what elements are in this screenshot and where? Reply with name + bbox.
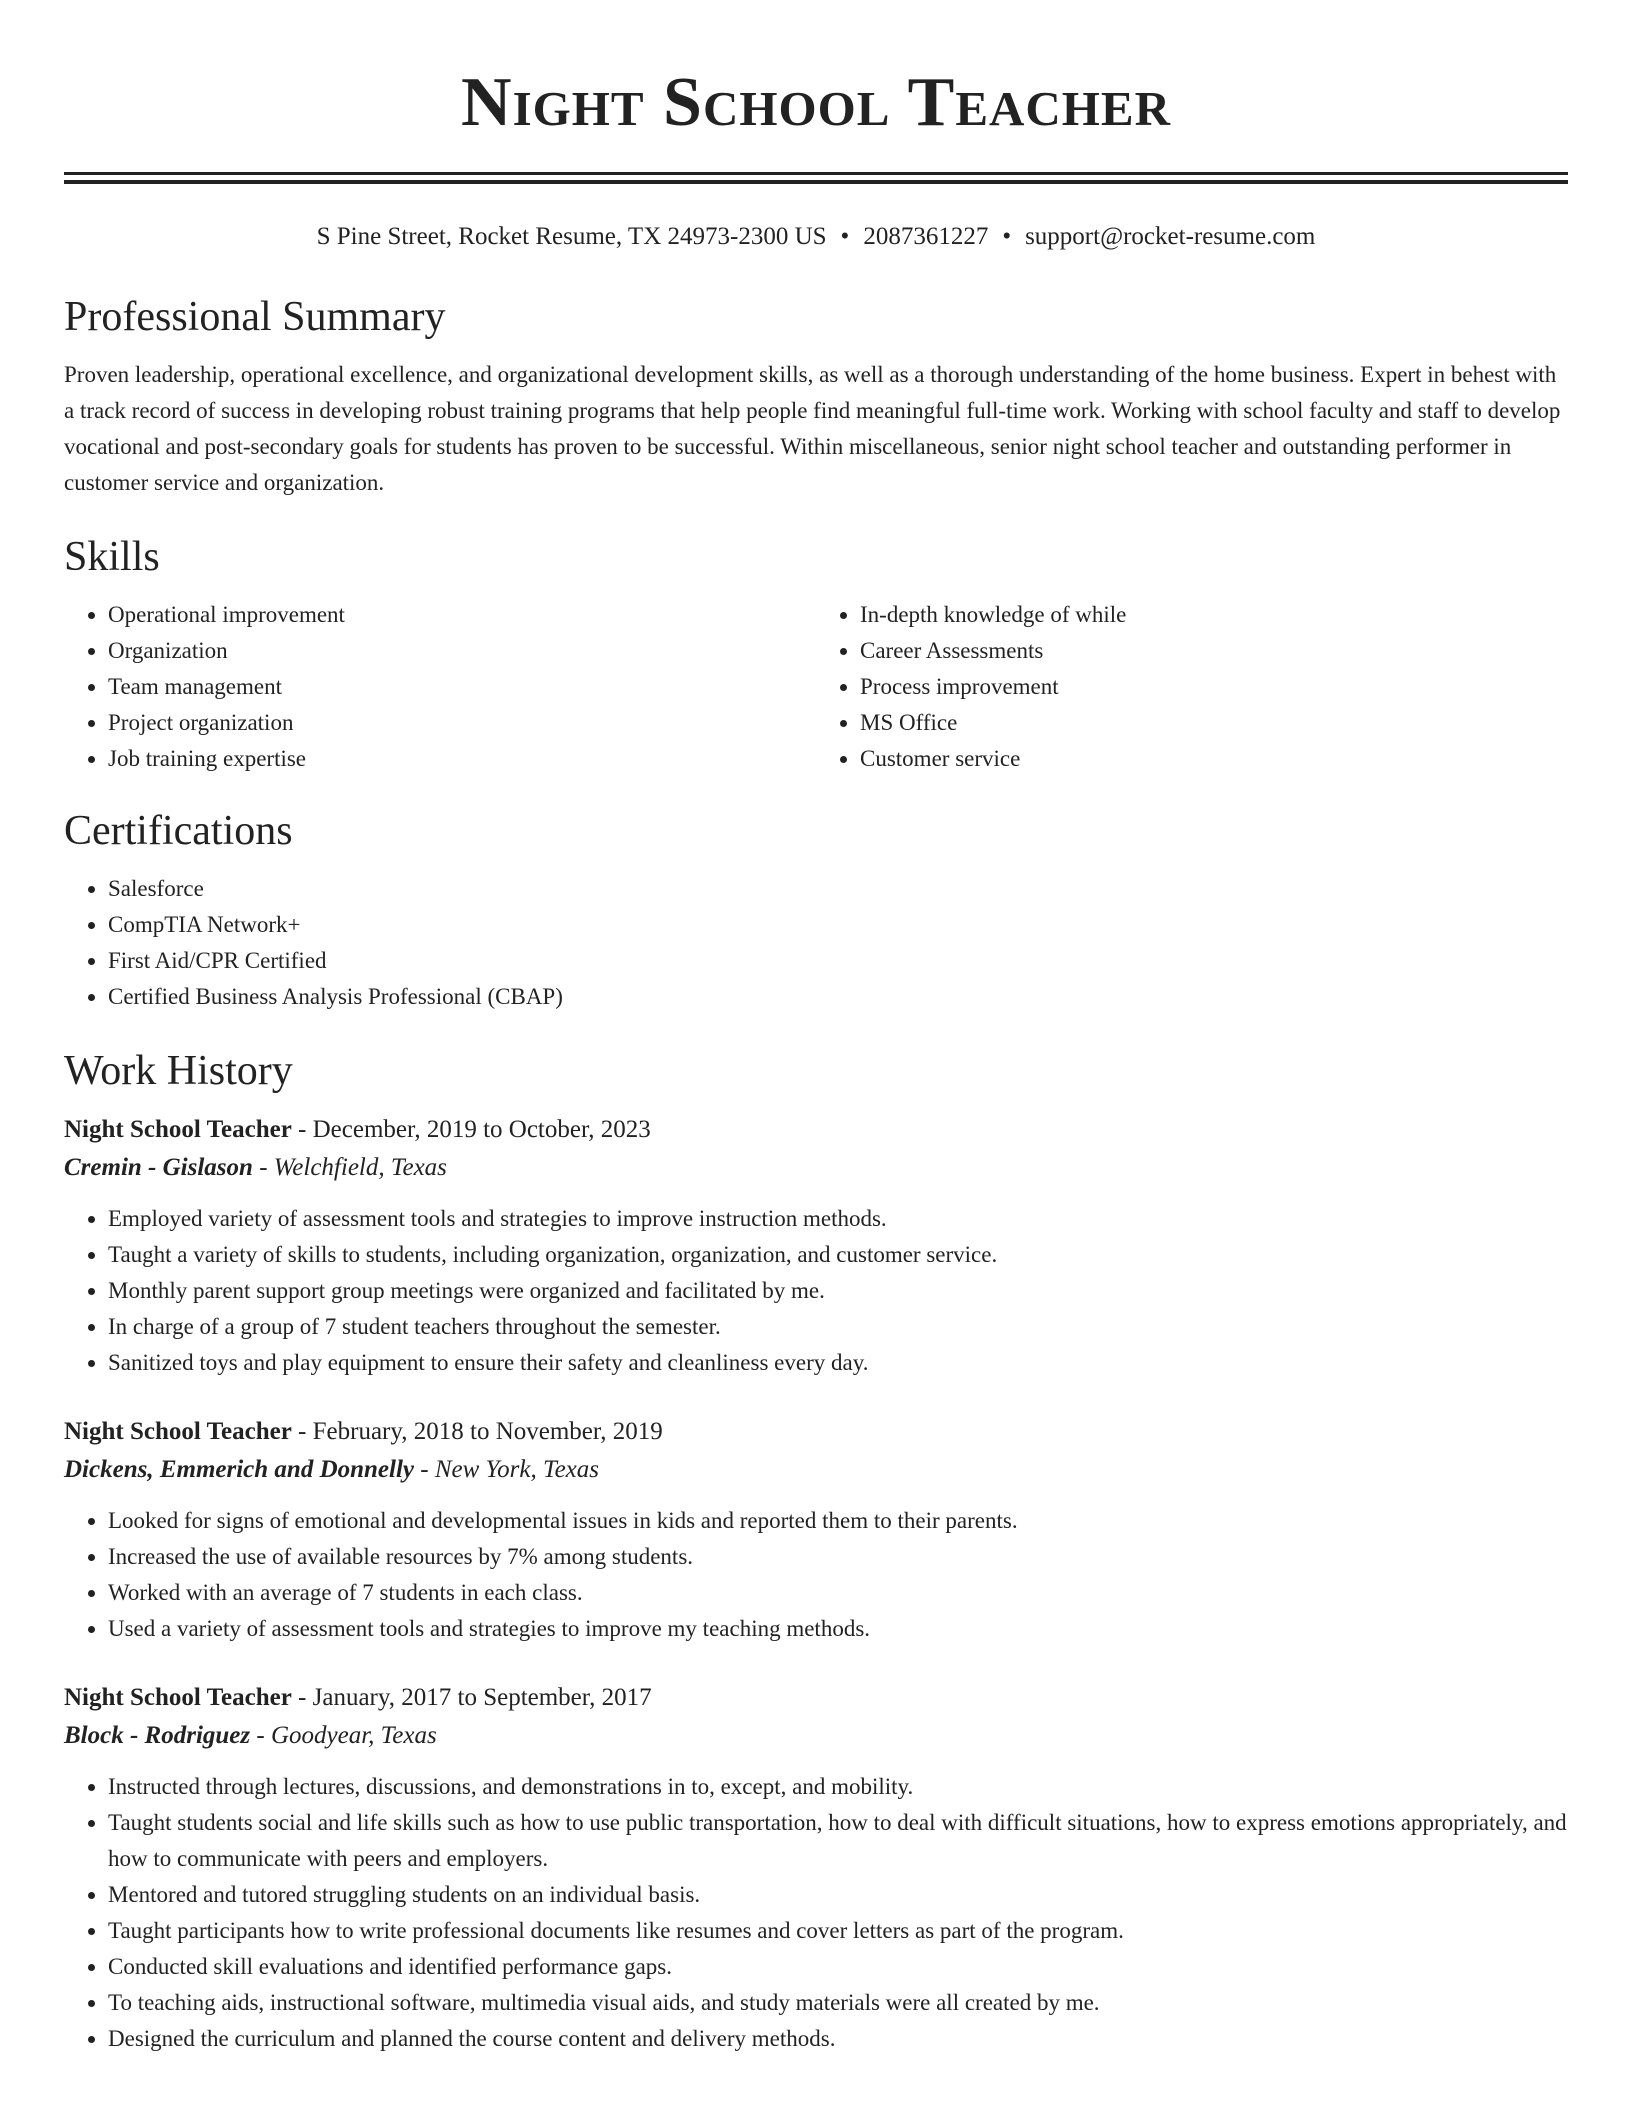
job-bullet: • Sanitized toys and play equipment to ensure their safety and cleanliness every day.	[108, 1345, 1568, 1381]
skill-item: • MS Office	[860, 705, 1568, 741]
skill-item: • Process improvement	[860, 669, 1568, 705]
certification-item: • Salesforce	[108, 871, 1568, 907]
job-bullet: • Designed the curriculum and planned the course content and delivery methods.	[108, 2021, 1568, 2057]
job-location: - New York, Texas	[414, 1456, 600, 1483]
job-company: Cremin - Gislason	[64, 1154, 253, 1181]
skill-item: • In-depth knowledge of while	[860, 597, 1568, 633]
job-bullet: • Monthly parent support group meetings were organized and facilitated by me.	[108, 1273, 1568, 1309]
skills-column-left	[64, 597, 816, 777]
job-entry	[64, 1413, 1568, 1647]
job-dates: - February, 2018 to November, 2019	[291, 1418, 663, 1445]
job-bullet: • Instructed through lectures, discussions, and demonstrations in to, except, and mobility.	[108, 1769, 1568, 1805]
skill-item: • Operational improvement	[108, 597, 816, 633]
skills-list	[64, 597, 1568, 777]
job-dates: - December, 2019 to October, 2023	[291, 1116, 651, 1143]
job-entry	[64, 1679, 1568, 2057]
job-bullet: • To teaching aids, instructional software, multimedia visual aids, and study materials were all created by me.	[108, 1985, 1568, 2021]
certification-item: • Certified Business Analysis Professional (CBAP)	[108, 979, 1568, 1015]
job-bullet: • Mentored and tutored struggling students on an individual basis.	[108, 1877, 1568, 1913]
skill-item: • Project organization	[108, 705, 816, 741]
job-bullet: • Taught participants how to write professional documents like resumes and cover letters as part of the program.	[108, 1913, 1568, 1949]
skill-item: • Team management	[108, 669, 816, 705]
job-company: Block - Rodriguez	[64, 1722, 251, 1749]
job-company: Dickens, Emmerich and Donnelly	[64, 1456, 415, 1483]
section-title-certifications: Certifications	[64, 808, 293, 854]
job-bullet: • Looked for signs of emotional and developmental issues in kids and reported them to their parents.	[108, 1503, 1568, 1539]
section-title-skills: Skills	[64, 534, 160, 580]
job-title: Night School Teacher	[64, 1116, 292, 1143]
header-double-rule	[64, 172, 1568, 184]
job-location: - Goodyear, Texas	[250, 1722, 437, 1749]
job-employer	[64, 1717, 1568, 1755]
skill-item: • Customer service	[860, 741, 1568, 777]
certification-item: • First Aid/CPR Certified	[108, 943, 1568, 979]
job-bullet: • Used a variety of assessment tools and strategies to improve my teaching methods.	[108, 1611, 1568, 1647]
skills-column-right	[816, 597, 1568, 777]
job-bullet: • Employed variety of assessment tools and strategies to improve instruction methods.	[108, 1201, 1568, 1237]
job-employer	[64, 1149, 1568, 1187]
contact-line	[64, 221, 1568, 253]
job-bullets	[64, 1201, 1568, 1381]
job-bullets	[64, 1503, 1568, 1647]
job-entry	[64, 1111, 1568, 1381]
job-dates: - January, 2017 to September, 2017	[291, 1684, 652, 1711]
job-heading	[64, 1413, 1568, 1451]
job-bullet: • Taught a variety of skills to students, including organization, organization, and customer service.	[108, 1237, 1568, 1273]
job-bullet: • Increased the use of available resources by 7% among students.	[108, 1539, 1568, 1575]
certifications-list	[64, 871, 1568, 1015]
job-bullets	[64, 1769, 1568, 2057]
section-title-summary: Professional Summary	[64, 294, 446, 340]
resume-name: Night School Teacher	[461, 64, 1171, 141]
section-title-work-history: Work History	[64, 1048, 293, 1094]
job-title: Night School Teacher	[64, 1684, 292, 1711]
skill-item: • Organization	[108, 633, 816, 669]
job-heading	[64, 1111, 1568, 1149]
contact-email: support@rocket-resume.com	[1025, 223, 1316, 250]
job-employer	[64, 1451, 1568, 1489]
contact-separator: •	[1002, 223, 1012, 250]
job-heading	[64, 1679, 1568, 1717]
job-bullet: • In charge of a group of 7 student teachers throughout the semester.	[108, 1309, 1568, 1345]
contact-phone: 2087361227	[863, 223, 989, 250]
job-title: Night School Teacher	[64, 1418, 292, 1445]
contact-separator: •	[840, 223, 850, 250]
job-location: - Welchfield, Texas	[252, 1154, 447, 1181]
certification-item: • CompTIA Network+	[108, 907, 1568, 943]
contact-address: S Pine Street, Rocket Resume, TX 24973-2300 US	[316, 223, 827, 250]
job-bullet: • Conducted skill evaluations and identified performance gaps.	[108, 1949, 1568, 1985]
job-bullet: • Worked with an average of 7 students in each class.	[108, 1575, 1568, 1611]
skill-item: • Job training expertise	[108, 741, 816, 777]
summary-text: Proven leadership, operational excellence, and organizational development skills, as well as a thorough understanding of the home business. Expert in behest with a track record of success in developing robust training programs that help people find meaningful full-time work. Working with school faculty and staff to develop vocational and post-secondary goals for students has proven to be successful. Within miscellaneous, senior night school teacher and outstanding performer in customer service and organization.	[64, 362, 1561, 495]
job-bullet: • Taught students social and life skills such as how to use public transportation, how to deal with difficult situations, how to express emotions appropriately, and how to communicate with peers and employers.	[108, 1805, 1568, 1877]
skill-item: • Career Assessments	[860, 633, 1568, 669]
